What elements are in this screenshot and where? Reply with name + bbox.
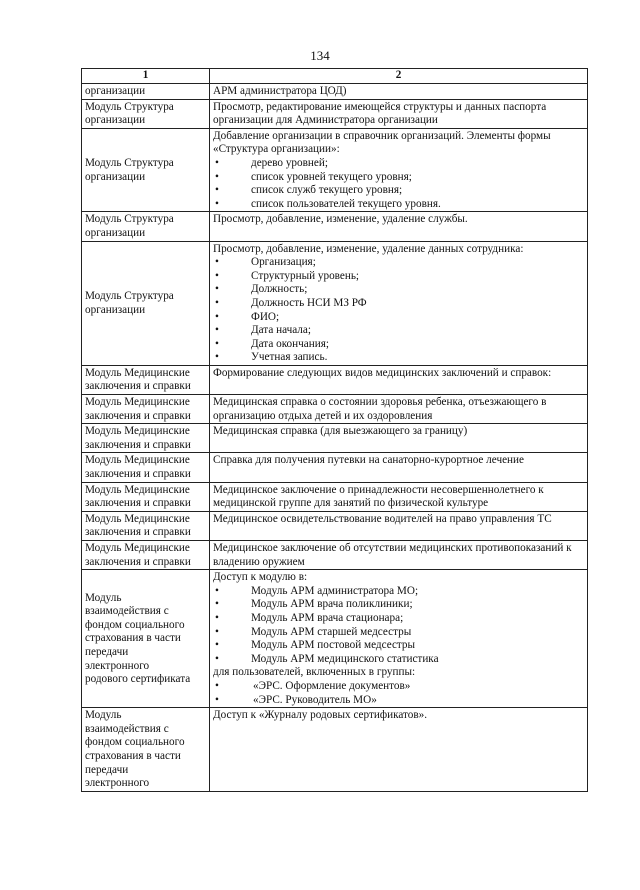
- list-item: • дерево уровней;: [213, 157, 584, 171]
- page-number: 134: [310, 48, 330, 63]
- module-cell: Модуль Медицинские заключения и справки: [82, 453, 210, 482]
- description-intro: Просмотр, добавление, изменение, удаление данных сотрудника:: [213, 242, 524, 255]
- module-name-line: взаимодействия с: [85, 605, 169, 618]
- module-cell: Модуль Медицинские заключения и справки: [82, 424, 210, 453]
- description-cell: Просмотр, добавление, изменение, удаление службы.: [210, 212, 588, 241]
- description-cell: Медицинская справка о состоянии здоровья ребенка, отъезжающего в организацию отдыха детей и их оздоровления: [210, 395, 588, 424]
- table-row: [82, 99, 588, 128]
- module-cell: организации: [82, 84, 210, 100]
- module-name-line: передачи: [85, 645, 129, 658]
- description-cell: [210, 241, 588, 365]
- description-intro: Добавление организации в справочник организаций. Элементы формы «Структура организации»:: [213, 129, 551, 156]
- bullet-list: [213, 585, 584, 667]
- description-cell: Формирование следующих видов медицинских заключений и справок:: [210, 365, 588, 394]
- module-name-line: фондом социального: [85, 736, 185, 749]
- description-cell: Справка для получения путевки на санаторно-курортное лечение: [210, 453, 588, 482]
- bullet-list: [213, 157, 584, 211]
- module-cell: Модуль Структура организации: [82, 99, 210, 128]
- table-row: [82, 541, 588, 570]
- module-name-line: фондом социального: [85, 618, 185, 631]
- module-cell: Модуль Медицинские заключения и справки: [82, 511, 210, 540]
- module-name-line: электронного: [85, 777, 150, 790]
- table-header-row: [82, 69, 588, 84]
- list-item: • Модуль АРМ врача стационара;: [213, 612, 584, 626]
- table-row: [82, 241, 588, 365]
- list-item: • Учетная запись.: [213, 351, 584, 365]
- table-row: [82, 482, 588, 511]
- list-item: • ФИО;: [213, 311, 584, 325]
- list-item: • Модуль АРМ медицинского статистика: [213, 653, 584, 667]
- module-cell: Модуль Медицинские заключения и справки: [82, 482, 210, 511]
- list-item: • Организация;: [213, 256, 584, 270]
- table-row: [82, 128, 588, 212]
- column-header-2: 2: [210, 69, 588, 84]
- list-item: • список уровней текущего уровня;: [213, 171, 584, 185]
- list-item: • Должность;: [213, 283, 584, 297]
- module-name-line: родового сертификата: [85, 673, 191, 686]
- module-name-line: Модуль: [85, 709, 122, 722]
- description-cell: Медицинская справка (для выезжающего за границу): [210, 424, 588, 453]
- list-item: • Модуль АРМ постовой медсестры: [213, 639, 584, 653]
- description-cell: АРМ администратора ЦОД): [210, 84, 588, 100]
- table-row: [82, 395, 588, 424]
- list-item: • список служб текущего уровня;: [213, 184, 584, 198]
- description-cell: Медицинское освидетельствование водителей на право управления ТС: [210, 511, 588, 540]
- description-cell: [210, 570, 588, 708]
- list-item: • «ЭРС. Оформление документов»: [213, 680, 584, 694]
- description-cell: [210, 128, 588, 212]
- list-item: • Модуль АРМ старшей медсестры: [213, 626, 584, 640]
- module-cell: [82, 708, 210, 792]
- module-name-line: передачи: [85, 763, 129, 776]
- module-name-line: страхования в части: [85, 632, 181, 645]
- table-row: [82, 570, 588, 708]
- bullet-list: [213, 256, 584, 365]
- table-row: [82, 453, 588, 482]
- list-item: • Дата окончания;: [213, 338, 584, 352]
- table-row: [82, 708, 588, 792]
- module-cell: Модуль Медицинские заключения и справки: [82, 541, 210, 570]
- list-item: • Дата начала;: [213, 324, 584, 338]
- groups-intro: для пользователей, включенных в группы:: [213, 666, 416, 679]
- list-item: • Должность НСИ МЗ РФ: [213, 297, 584, 311]
- module-cell: [82, 570, 210, 708]
- list-item: • Модуль АРМ администратора МО;: [213, 585, 584, 599]
- list-item: • Структурный уровень;: [213, 270, 584, 284]
- module-cell: Модуль Структура организации: [82, 241, 210, 365]
- list-item: • «ЭРС. Руководитель МО»: [213, 694, 584, 708]
- module-name-line: электронного: [85, 659, 150, 672]
- description-cell: Медицинское заключение о принадлежности несовершеннолетнего к медицинской группе для занятий по физической культуре: [210, 482, 588, 511]
- module-cell: Модуль Структура организации: [82, 212, 210, 241]
- table-row: [82, 212, 588, 241]
- description-cell: Просмотр, редактирование имеющейся структуры и данных паспорта организации для Администратора организации: [210, 99, 588, 128]
- table-row: [82, 511, 588, 540]
- table-row: [82, 365, 588, 394]
- module-cell: Модуль Медицинские заключения и справки: [82, 395, 210, 424]
- module-name-line: взаимодействия с: [85, 722, 169, 735]
- module-cell: Модуль Медицинские заключения и справки: [82, 365, 210, 394]
- description-intro: Доступ к модулю в:: [213, 571, 308, 584]
- module-name-line: Модуль: [85, 591, 122, 604]
- list-item: • список пользователей текущего уровня.: [213, 198, 584, 212]
- module-name-line: страхования в части: [85, 749, 181, 762]
- table-row: [82, 84, 588, 100]
- description-cell: Доступ к «Журналу родовых сертификатов».: [210, 708, 588, 792]
- description-cell: Медицинское заключение об отсутствии медицинских противопоказаний к владению оружием: [210, 541, 588, 570]
- column-header-1: 1: [82, 69, 210, 84]
- requirements-table: [81, 68, 588, 792]
- list-item: • Модуль АРМ врача поликлиники;: [213, 598, 584, 612]
- module-cell: Модуль Структура организации: [82, 128, 210, 212]
- table-row: [82, 424, 588, 453]
- group-list: [213, 680, 584, 707]
